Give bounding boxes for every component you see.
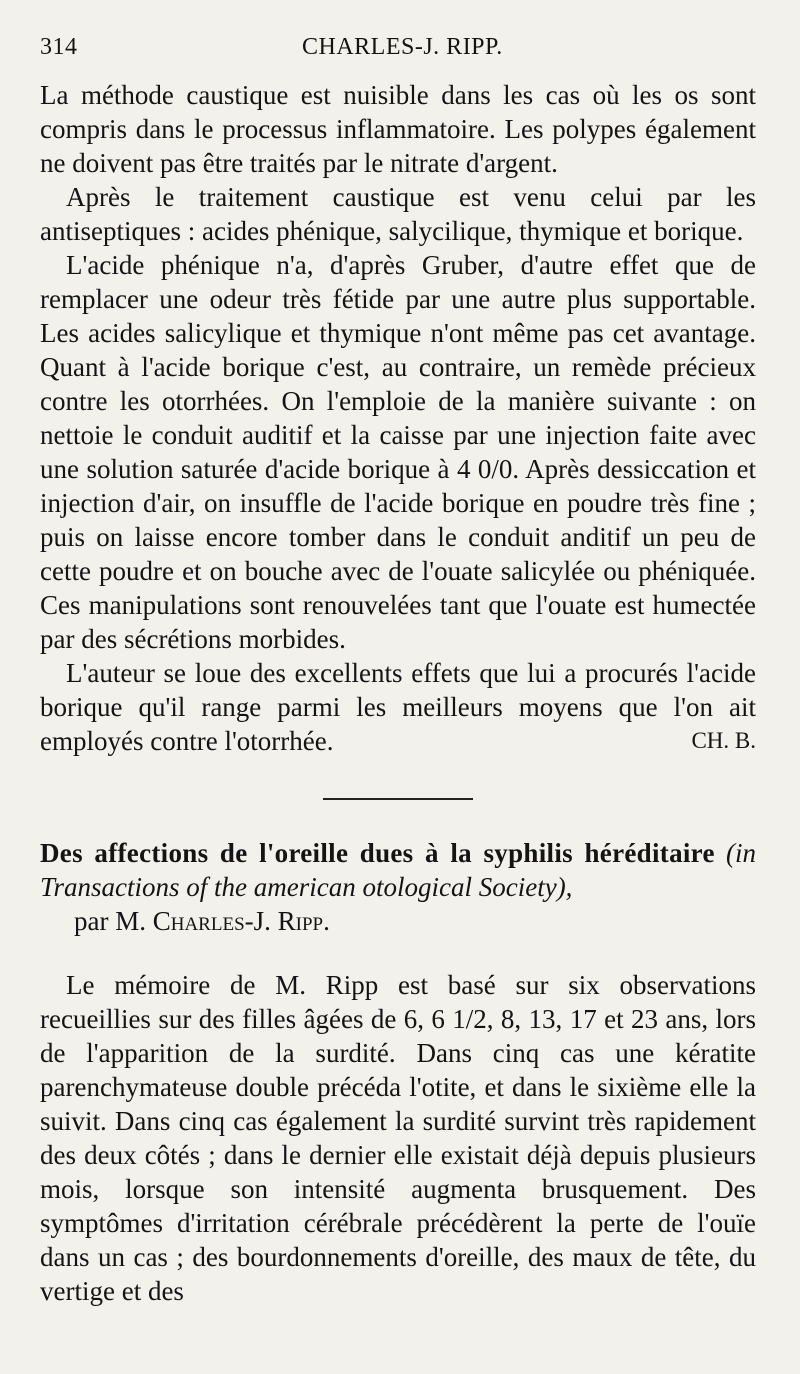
page-number: 314 — [40, 34, 78, 60]
author-prefix: par M. — [74, 906, 146, 936]
section-body — [40, 968, 756, 1308]
section-title-main: Des affections de l'oreille dues à la syphilis héréditaire — [40, 838, 715, 868]
section-divider — [323, 798, 473, 800]
paragraph-ripp-memoir: Le mémoire de M. Ripp est basé sur six observations recueillies sur des filles âgées de 6, 6 1/2, 8, 13, 17 et 23 ans, lors de l'apparition de la surdité. Dans cinq cas une kératite parenchymateuse double précéda l'otite, et dans le sixième elle la suivit. Dans cinq cas également la surdité survint très rapidement des deux côtés ; dans le dernier elle existait déjà depuis plusieurs mois, lorsque son intensité augmenta brusquement. Des symptômes d'irritation cérébrale précédèrent la perte de l'ouïe dans un cas ; des bourdonnements d'oreille, des maux de tête, du vertige et des — [40, 970, 756, 1306]
conclusion-text: L'auteur se loue des excellents effets que lui a procurés l'acide borique qu'il range parmi les meilleurs moyens que l'on ait employés contre l'otorrhée. — [40, 658, 756, 756]
paragraph-antiseptics: Après le traitement caustique est venu celui par les antiseptiques : acides phénique, salycilique, thymique et borique. — [40, 182, 756, 246]
author-name: Charles-J. Ripp. — [152, 906, 330, 936]
paragraph-acids: L'acide phénique n'a, d'après Gruber, d'autre effet que de remplacer une odeur très fétide par une autre plus supportable. Les acides salicylique et thymique n'ont même pas cet avantage. Quant à l'acide borique c'est, au contraire, un remède précieux contre les otorrhées. On l'emploie de la manière suivante : on nettoie le conduit auditif et la caisse par une injection faite avec une solution saturée d'acide borique à 4 0/0. Après dessiccation et injection d'air, on insuffle de l'acide borique en poudre très fine ; puis on laisse encore tomber dans le conduit anditif un peu de cette poudre et on bouche avec de l'ouate salicylée ou phéniquée. Ces manipulations sont renouvelées tant que l'ouate est humectée par des sécrétions morbides. — [40, 250, 756, 654]
article-body — [40, 78, 756, 758]
section-title — [40, 836, 756, 938]
page-header — [40, 28, 756, 68]
author-signature: CH. B. — [691, 728, 756, 753]
running-head: CHARLES-J. RIPP. — [302, 34, 503, 60]
section-title-source: (in Transactions of the american otological Society), — [40, 838, 756, 902]
paragraph-conclusion — [40, 656, 756, 758]
paragraph-caustic-method: La méthode caustique est nuisible dans les cas où les os sont compris dans le processus inflammatoire. Les polypes également ne doivent pas être traités par le nitrate d'argent. — [40, 80, 756, 178]
section-author-line — [40, 904, 756, 938]
